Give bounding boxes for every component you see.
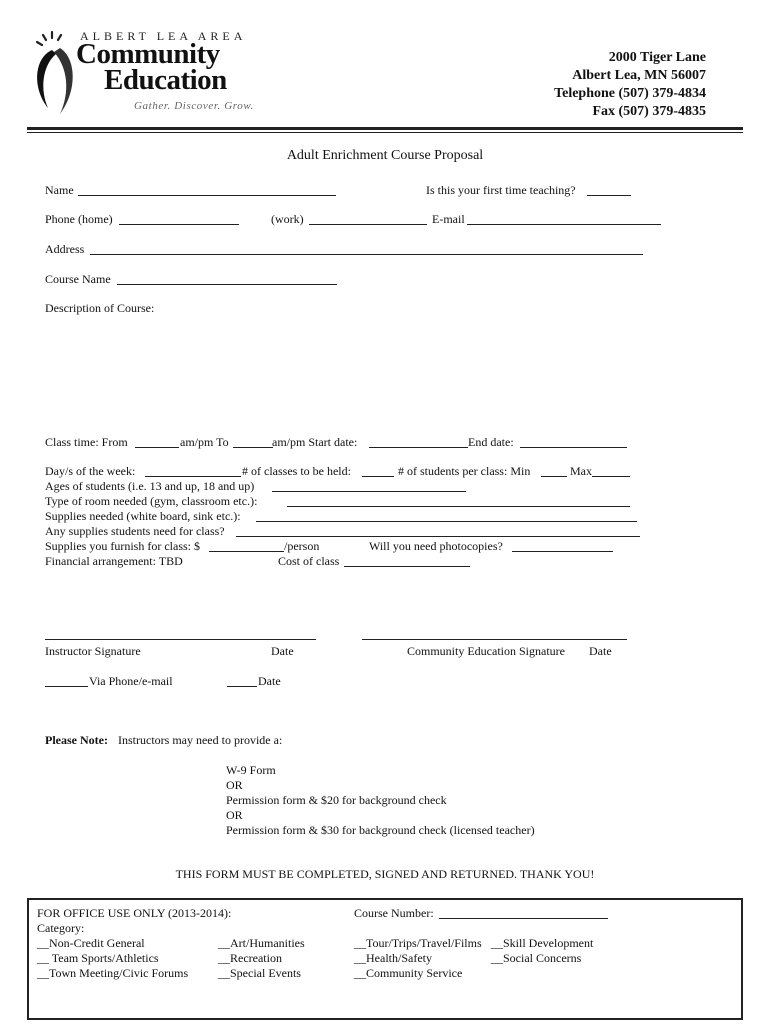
note-item-or-2: OR xyxy=(226,808,243,822)
community-date-label: Date xyxy=(589,644,612,658)
note-text: Instructors may need to provide a: xyxy=(118,733,283,747)
course-number-field[interactable] xyxy=(439,918,608,919)
description-label: Description of Course: xyxy=(45,301,155,315)
max-students-field[interactable] xyxy=(592,476,630,477)
via-date-field[interactable] xyxy=(227,686,257,687)
days-label: Day/s of the week: xyxy=(45,464,136,478)
office-header: FOR OFFICE USE ONLY (2013-2014): xyxy=(37,906,232,920)
days-field[interactable] xyxy=(145,476,241,477)
address-fax: Fax (507) 379-4835 xyxy=(592,104,706,119)
address-city: Albert Lea, MN 56007 xyxy=(572,68,706,83)
note-item-or-1: OR xyxy=(226,778,243,792)
room-field[interactable] xyxy=(287,506,630,507)
supplies-students-label: Any supplies students need for class? xyxy=(45,524,225,538)
category-town-meeting[interactable]: __Town Meeting/Civic Forums xyxy=(37,966,189,980)
address-telephone: Telephone (507) 379-4834 xyxy=(554,86,706,101)
end-date-label: End date: xyxy=(468,435,514,449)
category-team-sports[interactable]: __ Team Sports/Athletics xyxy=(37,951,159,965)
max-label: Max xyxy=(570,464,592,478)
num-students-label: # of students per class: Min xyxy=(398,464,531,478)
instructor-signature-field[interactable] xyxy=(45,639,316,640)
per-person-label: /person xyxy=(284,539,320,553)
category-non-credit-general[interactable]: __Non-Credit General xyxy=(37,936,145,950)
room-label: Type of room needed (gym, classroom etc.): xyxy=(45,494,258,508)
form-title: Adult Enrichment Course Proposal xyxy=(286,148,484,163)
instructor-date-label: Date xyxy=(271,644,294,658)
course-name-label: Course Name xyxy=(45,272,111,286)
category-social-concerns[interactable]: __Social Concerns xyxy=(491,951,582,965)
financial-label: Financial arrangement: TBD xyxy=(45,554,183,568)
class-time-from-label: Class time: From xyxy=(45,435,128,449)
logo-line-community: Community xyxy=(76,38,220,70)
category-art-humanities[interactable]: __Art/Humanities xyxy=(218,936,305,950)
community-education-logo-mark xyxy=(30,28,80,122)
note-item-permission-30: Permission form & $30 for background check (licensed teacher) xyxy=(226,823,535,837)
num-classes-field[interactable] xyxy=(362,476,394,477)
name-field[interactable] xyxy=(78,195,336,196)
category-label: Category: xyxy=(37,921,85,935)
community-signature-label: Community Education Signature xyxy=(407,644,565,658)
supplies-furnish-field[interactable] xyxy=(209,551,284,552)
category-health-safety[interactable]: __Health/Safety xyxy=(354,951,432,965)
note-heading: Please Note: xyxy=(45,733,108,747)
class-time-from-field[interactable] xyxy=(135,447,179,448)
supplies-students-field[interactable] xyxy=(236,536,640,537)
header-rule-thin xyxy=(27,132,743,133)
email-field[interactable] xyxy=(467,224,661,225)
phone-work-field[interactable] xyxy=(309,224,427,225)
note-item-permission-20: Permission form & $20 for background check xyxy=(226,793,447,807)
first-time-field[interactable] xyxy=(587,195,631,196)
description-area[interactable] xyxy=(45,318,725,428)
cost-field[interactable] xyxy=(344,566,470,567)
category-skill-development[interactable]: __Skill Development xyxy=(491,936,594,950)
instructor-signature-label: Instructor Signature xyxy=(45,644,141,658)
address-street: 2000 Tiger Lane xyxy=(608,50,706,65)
num-classes-label: # of classes to be held: xyxy=(242,464,351,478)
cost-label: Cost of class xyxy=(278,554,340,568)
supplies-needed-label: Supplies needed (white board, sink etc.): xyxy=(45,509,241,523)
course-number-label: Course Number: xyxy=(354,906,434,920)
footer-notice: THIS FORM MUST BE COMPLETED, SIGNED AND RETURNED. THANK YOU! xyxy=(175,867,595,881)
photocopies-field[interactable] xyxy=(512,551,613,552)
phone-home-field[interactable] xyxy=(119,224,239,225)
course-name-field[interactable] xyxy=(117,284,337,285)
class-time-to-field[interactable] xyxy=(233,447,273,448)
phone-home-label: Phone (home) xyxy=(45,212,113,226)
logo-line-education: Education xyxy=(104,64,227,96)
logo-tagline: Gather. Discover. Grow. xyxy=(134,100,254,112)
name-label: Name xyxy=(45,183,74,197)
work-label: (work) xyxy=(271,212,304,226)
via-date-label: Date xyxy=(258,674,281,688)
first-time-label: Is this your first time teaching? xyxy=(426,183,576,197)
address-field[interactable] xyxy=(90,254,643,255)
community-signature-field[interactable] xyxy=(362,639,627,640)
supplies-furnish-label: Supplies you furnish for class: $ xyxy=(45,539,200,553)
note-item-w9: W-9 Form xyxy=(226,763,276,777)
start-date-label: am/pm Start date: xyxy=(272,435,358,449)
via-label: Via Phone/e-mail xyxy=(89,674,173,688)
ampm-to-label: am/pm To xyxy=(180,435,229,449)
ages-label: Ages of students (i.e. 13 and up, 18 and up) xyxy=(45,479,255,493)
via-field[interactable] xyxy=(45,686,88,687)
min-students-field[interactable] xyxy=(541,476,567,477)
end-date-field[interactable] xyxy=(520,447,627,448)
email-label: E-mail xyxy=(432,212,465,226)
ages-field[interactable] xyxy=(272,491,466,492)
category-community-service[interactable]: __Community Service xyxy=(354,966,463,980)
header-rule-thick xyxy=(27,127,743,130)
category-special-events[interactable]: __Special Events xyxy=(218,966,301,980)
photocopies-label: Will you need photocopies? xyxy=(369,539,503,553)
logo-top-text: ALBERT LEA AREA xyxy=(80,29,247,43)
supplies-needed-field[interactable] xyxy=(256,521,637,522)
address-label: Address xyxy=(45,242,85,256)
category-recreation[interactable]: __Recreation xyxy=(218,951,282,965)
start-date-field[interactable] xyxy=(369,447,468,448)
category-tour-trips[interactable]: __Tour/Trips/Travel/Films xyxy=(354,936,482,950)
